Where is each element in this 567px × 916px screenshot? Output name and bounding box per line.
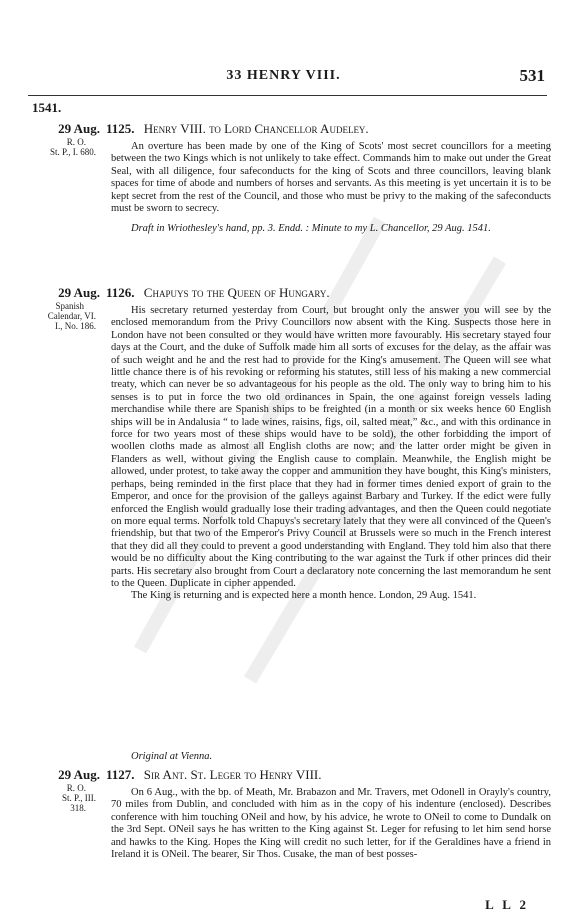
entry-note: Draft in Wriothesley's hand, pp. 3. Endd. : Minute to my L. Chancellor, 29 Aug. 1541.	[131, 223, 491, 234]
running-title: 33 HENRY VIII.	[226, 68, 341, 83]
entry-heading	[106, 285, 330, 301]
entry-paragraph: An overture has been made by one of the King of Scots' most secret councillors for a meeting between the two Kings which is not unlikely to take effect. Commands him to make out under the Great Seal, with all diligence, four safeconducts for the king of Scots and three councillors, leaving blank spaces for time of abode and numbers of horses and servants. As this meeting is yet uncertain it is to be kept secret from the rest of the Council, and those who must be privy to the making of the safeconducts must be sworn to secrecy.	[111, 141, 551, 215]
header-rule	[28, 95, 547, 96]
entry-date: 29 Aug.	[58, 285, 100, 300]
entry-source-line: Spanish	[55, 301, 84, 311]
year-label: 1541.	[32, 100, 62, 115]
entry-title: Henry VIII. to Lord Chancellor Audeley.	[143, 121, 369, 136]
entry-margin	[0, 285, 100, 331]
entry-number: 1125.	[106, 121, 135, 136]
entry-source-line: 318.	[70, 803, 86, 813]
entry-source-line: I., No. 186.	[55, 321, 96, 331]
entry-source-line: R. O.	[66, 783, 86, 793]
entry-margin	[0, 767, 100, 813]
entry-paragraph: His secretary returned yesterday from Court, but brought only the answer you will see by the enclosed memorandum from the Privy Councillors now absent with the King. Suspects those here in London have not been consulted or they would have written more favourably. His secretary stayed four days at the Court, and the duke of Suffolk made him all sorts of excuses for the delay, as the affair was of such weight and he and the rest had to provide for the King's amusement. The Queen will see what little chance there is of his revoking or reforming his statutes, still less of his making a new commercial treaty, which can never be so advantageous for his people as the old. The only way to bring him to his senses is to put in force the two old ordinances in Spain, the one against foreign vessels lading merchandise while there are Spanish ships to be freighted (in a month or six weeks hence 60 English ships will be in Andalusia “ to lade wines, raisins, figs, oil, salted meat,” &c., and with this ordinance in force for two years most of these ships would have to be sold), the other forbidding the import of woollen cloths made as almost all English cloths are now; and the latter order might be given in Flanders as well, without giving the English cause to complain. Meanwhile, the English might be allowed, under protest, to take away the copper and ammunition they have bought, this King's ministers, perhaps, being reminded in the first place that they had in former times denied export of grain to the Emperor, and once for the provision of the galleys against Barbary and Turkey. If the edict were fully enforced the English would gradually lose their trading advantages, and then the Queen could negotiate on more equal terms. Norfolk told Chapuys's secretary lately that they were all convinced of the Queen's friendship, but that two of the Emperor's Privy Council at Brussels were so much in the French interest that they did all they could to prevent a good understanding with England. They told him also that there would be no difficulty about the King contributing to the war against the Turk if other princes did their parts. His secretary also brought from Court a declaratory note concerning the last memorandum he sent to the Queen. Duplicate in cipher appended.	[111, 305, 551, 589]
entry-paragraph: On 6 Aug., with the bp. of Meath, Mr. Brabazon and Mr. Travers, met Odonell in Orayly's country, 70 miles from Dublin, and concluded with him as in the copy of his indenture (enclosed). Describes conference with him touching ONeil and how, by his advice, he wrote to ONeil to come to Dundalk on the 3rd Sept. ONeil says he has written to the King against St. Leger for refusing to let him send horse and hawks to the King. Hopes the King will credit no such letter, for if the Geraldines have a friend in Ireland it is ONeil. The bearer, Sir Thos. Cusake, the man of best posses-	[111, 787, 551, 861]
entry-paragraph: The King is returning and is expected here a month hence. London, 29 Aug. 1541.	[131, 590, 477, 602]
entry-body	[111, 787, 551, 861]
entry-source-line: Calendar, VI.	[47, 311, 96, 321]
entry-margin	[0, 121, 100, 157]
entry-date: 29 Aug.	[58, 121, 100, 136]
page-number: 531	[519, 66, 545, 85]
entry-note: Original at Vienna.	[131, 751, 213, 762]
entry-date: 29 Aug.	[58, 767, 100, 782]
entry-source-line: St. P., I. 680.	[49, 147, 96, 157]
entry-title: Chapuys to the Queen of Hungary.	[143, 285, 330, 300]
signature-mark: L L 2	[485, 897, 529, 912]
entry-title: Sir Ant. St. Leger to Henry VIII.	[143, 767, 322, 782]
running-head	[0, 68, 567, 88]
entry-heading	[106, 121, 369, 137]
entry-heading	[106, 767, 321, 783]
entry-number: 1126.	[106, 285, 135, 300]
entry-source-line: St. P., III.	[61, 793, 96, 803]
entry-number: 1127.	[106, 767, 135, 782]
entry-source-line: R. O.	[66, 137, 86, 147]
entry-body	[111, 305, 551, 603]
entry-body	[111, 141, 551, 215]
